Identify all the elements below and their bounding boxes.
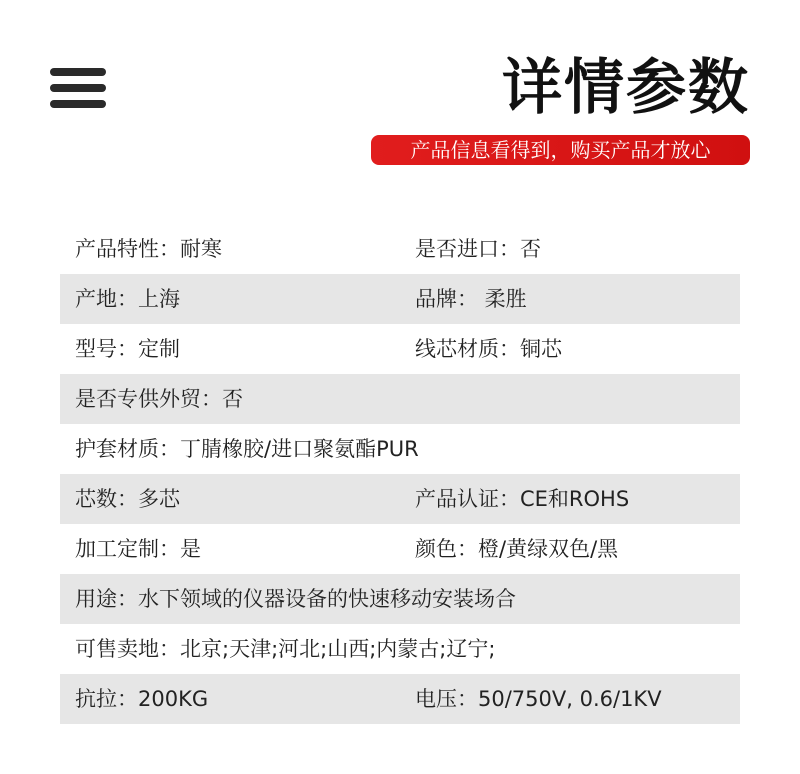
spec-left-cell: 加工定制：是	[75, 537, 201, 561]
spec-right-cell: 产品认证：CE和ROHS	[415, 487, 630, 511]
spec-left-cell: 型号：定制	[75, 337, 180, 361]
spec-row	[60, 574, 740, 624]
spec-left-cell: 产品特性：耐寒	[75, 237, 222, 261]
spec-right-cell: 颜色：橙/黄绿双色/黑	[415, 537, 619, 561]
spec-row	[60, 624, 740, 674]
spec-left-cell: 护套材质：丁腈橡胶/进口聚氨酯PUR	[75, 437, 419, 461]
spec-table	[60, 224, 740, 724]
spec-row	[60, 374, 740, 424]
spec-right-cell: 是否进口：否	[415, 237, 541, 261]
spec-row	[60, 474, 740, 524]
menu-bar	[50, 68, 106, 76]
spec-row	[60, 274, 740, 324]
menu-bar	[50, 84, 106, 92]
spec-left-cell: 抗拉：200KG	[75, 687, 209, 711]
spec-row	[60, 674, 740, 724]
menu-bar	[50, 100, 106, 108]
spec-row	[60, 224, 740, 274]
slogan-banner: 产品信息看得到，购买产品才放心	[371, 135, 750, 165]
spec-left-cell: 可售卖地：北京;天津;河北;山西;内蒙古;辽宁;	[75, 637, 496, 661]
spec-row	[60, 324, 740, 374]
spec-row	[60, 424, 740, 474]
spec-left-cell: 产地：上海	[75, 287, 180, 311]
hamburger-menu-icon[interactable]	[50, 68, 106, 110]
spec-left-cell: 用途：水下领域的仪器设备的快速移动安装场合	[75, 587, 516, 611]
page-title: 详情参数	[502, 53, 750, 123]
spec-right-cell: 品牌： 柔胜	[415, 287, 527, 311]
spec-right-cell: 电压：50/750V, 0.6/1KV	[415, 687, 662, 711]
spec-left-cell: 是否专供外贸：否	[75, 387, 243, 411]
spec-row	[60, 524, 740, 574]
spec-right-cell: 线芯材质：铜芯	[415, 337, 562, 361]
spec-left-cell: 芯数：多芯	[75, 487, 180, 511]
